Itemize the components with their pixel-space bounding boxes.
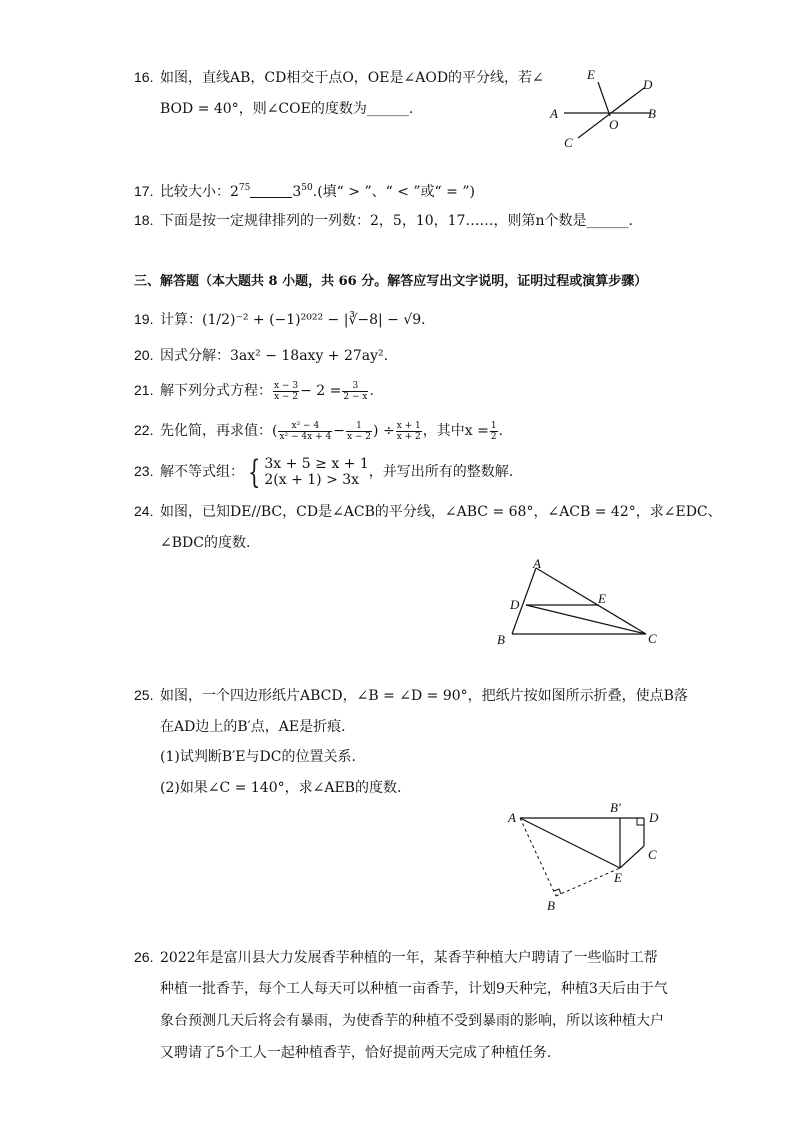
q17-number: 17. — [134, 183, 154, 199]
q16-text-1: 如图，直线AB，CD相交于点O，OE是∠AOD的平分线，若∠ — [160, 70, 544, 86]
q18 — [134, 211, 633, 230]
q25-number: 25. — [134, 687, 154, 703]
fig25-label-b-prime: B′ — [610, 800, 621, 815]
q22-text-c: ) ÷ — [373, 423, 395, 439]
q22-f4-num: 1 — [490, 420, 497, 431]
fig25-label-e: E — [614, 870, 622, 885]
q23-number: 23. — [134, 463, 154, 479]
q23-text-a: 解不等式组： — [160, 464, 244, 480]
figure-q25-folded-quadrilateral — [500, 800, 680, 918]
fig16-label-a: A — [550, 106, 558, 121]
fig16-label-c: C — [564, 135, 573, 150]
q17-text-b: 3 — [292, 184, 302, 200]
q22-text-b: − — [333, 423, 345, 439]
q16-number: 16. — [134, 69, 154, 85]
fig24-label-a: A — [533, 556, 541, 571]
q25-line2: 在AD边上的B′点，AE是折痕. — [160, 719, 346, 735]
q21-text-c: . — [369, 383, 374, 399]
q23-text-b: ，并写出所有的整数解. — [368, 464, 514, 480]
q17-text-c: .(填“ > ”、“ < ”或“ = ”) — [312, 184, 475, 200]
q17-text-a: 比较大小：2 — [160, 184, 239, 200]
q21-f1-num: x − 3 — [274, 380, 299, 391]
q22-text-e: . — [498, 423, 504, 439]
fig16-label-o: O — [609, 117, 619, 132]
q24-line1 — [134, 502, 722, 521]
fig16-label-b: B — [648, 106, 656, 121]
q17 — [134, 179, 475, 201]
q24-text-1: 如图，已知DE//BC，CD是∠ACB的平分线，∠ABC = 68°，∠ACB = 42°，求∠EDC、 — [160, 504, 722, 520]
q21-f2-num: 3 — [342, 381, 368, 392]
q22-f3-den: x + 2 — [396, 431, 421, 442]
q20-number: 20. — [134, 347, 154, 363]
q26-line1 — [134, 948, 658, 967]
q25-line1 — [134, 686, 688, 705]
q19 — [134, 310, 426, 329]
q22-f1-den: x² − 4x + 4 — [279, 431, 332, 442]
q21 — [134, 378, 374, 403]
q22-fraction-1 — [278, 421, 332, 442]
q25-sub1: (1)试判断B′E与DC的位置关系. — [160, 749, 356, 765]
q24-number: 24. — [134, 503, 154, 519]
q21-text-a: 解下列分式方程： — [160, 383, 272, 399]
fig25-label-d: D — [649, 810, 659, 825]
q22-f3-num: x + 1 — [396, 420, 421, 431]
fig25-label-c: C — [648, 847, 657, 862]
q22-f2-den: x − 2 — [346, 431, 372, 442]
q24-line2: ∠BDC的度数. — [160, 535, 251, 551]
q18-text: 下面是按一定规律排列的一列数：2，5，10，17……，则第n个数是______. — [160, 213, 633, 229]
q21-f2-den: 2 − x — [343, 391, 368, 402]
section-3-heading: 三、解答题（本大题共 8 小题，共 66 分。解答应写出文字说明，证明过程或演算步骤） — [134, 274, 648, 289]
q17-blank — [250, 183, 292, 198]
q22-text-d: ，其中x = — [422, 423, 489, 439]
q23-row-2: 2(x + 1) > 3x — [264, 472, 360, 488]
q22-f1-num: x² − 4 — [278, 421, 332, 432]
q17-exp2: 50 — [301, 183, 313, 193]
q25-sub2: (2)如果∠C = 140°，求∠AEB的度数. — [160, 780, 402, 796]
q22-fraction-3 — [396, 421, 422, 442]
q20 — [134, 346, 388, 365]
q23 — [134, 454, 513, 489]
fig24-label-c: C — [648, 631, 657, 646]
fig24-label-d: D — [510, 597, 520, 612]
q16-line2: BOD = 40°，则∠COE的度数为______. — [160, 101, 414, 117]
fig16-label-d: D — [643, 77, 653, 92]
q21-f1-den: x − 2 — [274, 391, 299, 402]
q26-line3: 象台预测几天后将会有暴雨，为使香芋的种植不受到暴雨的影响，所以该种植大户 — [160, 1013, 664, 1029]
fig24-label-e: E — [598, 591, 606, 606]
q26-line2: 种植一批香芋，每个工人每天可以种植一亩香芋，计划9天种完，种植3天后由于气 — [160, 981, 668, 997]
q21-text-b: − 2 = — [300, 383, 342, 399]
q22 — [134, 418, 503, 443]
q22-fraction-2 — [346, 421, 372, 442]
q23-row-1: 3x + 5 ≥ x + 1 — [264, 456, 369, 472]
q21-fraction-2 — [342, 381, 368, 402]
q19-text: 计算：(1/2)⁻² + (−1)²⁰²² − |∛−8| − √9. — [160, 312, 426, 328]
figure-q16-intersecting-lines — [540, 66, 670, 156]
q22-f2-num: 1 — [346, 421, 372, 432]
fig25-label-b: B — [547, 898, 555, 913]
fig16-label-e: E — [587, 67, 595, 82]
q23-system — [264, 456, 368, 488]
figure-q24-triangle — [492, 556, 672, 652]
q17-exp1: 75 — [238, 183, 251, 193]
q22-text-a: 先化简，再求值：( — [160, 423, 278, 439]
q21-fraction-1 — [273, 381, 299, 402]
q26-number: 26. — [134, 949, 154, 965]
q19-number: 19. — [134, 311, 154, 327]
q16-line1 — [134, 68, 544, 87]
q23-brace: { — [248, 453, 261, 491]
q22-number: 22. — [134, 422, 154, 438]
fig25-label-a: A — [508, 810, 516, 825]
q20-text: 因式分解：3ax² − 18axy + 27ay². — [160, 348, 389, 364]
q18-number: 18. — [134, 212, 154, 228]
q22-f4-den: 2 — [490, 431, 497, 442]
q25-text-1: 如图，一个四边形纸片ABCD，∠B = ∠D = 90°，把纸片按如图所示折叠，使点B落 — [160, 688, 688, 704]
q21-number: 21. — [134, 382, 154, 398]
q26-text-1: 2022年是富川县大力发展香芋种植的一年，某香芋种植大户聘请了一些临时工帮 — [160, 950, 658, 966]
fig24-label-b: B — [497, 632, 505, 647]
q22-fraction-4 — [490, 421, 498, 442]
q26-line4: 又聘请了5个工人一起种植香芋，恰好提前两天完成了种植任务. — [160, 1045, 552, 1061]
